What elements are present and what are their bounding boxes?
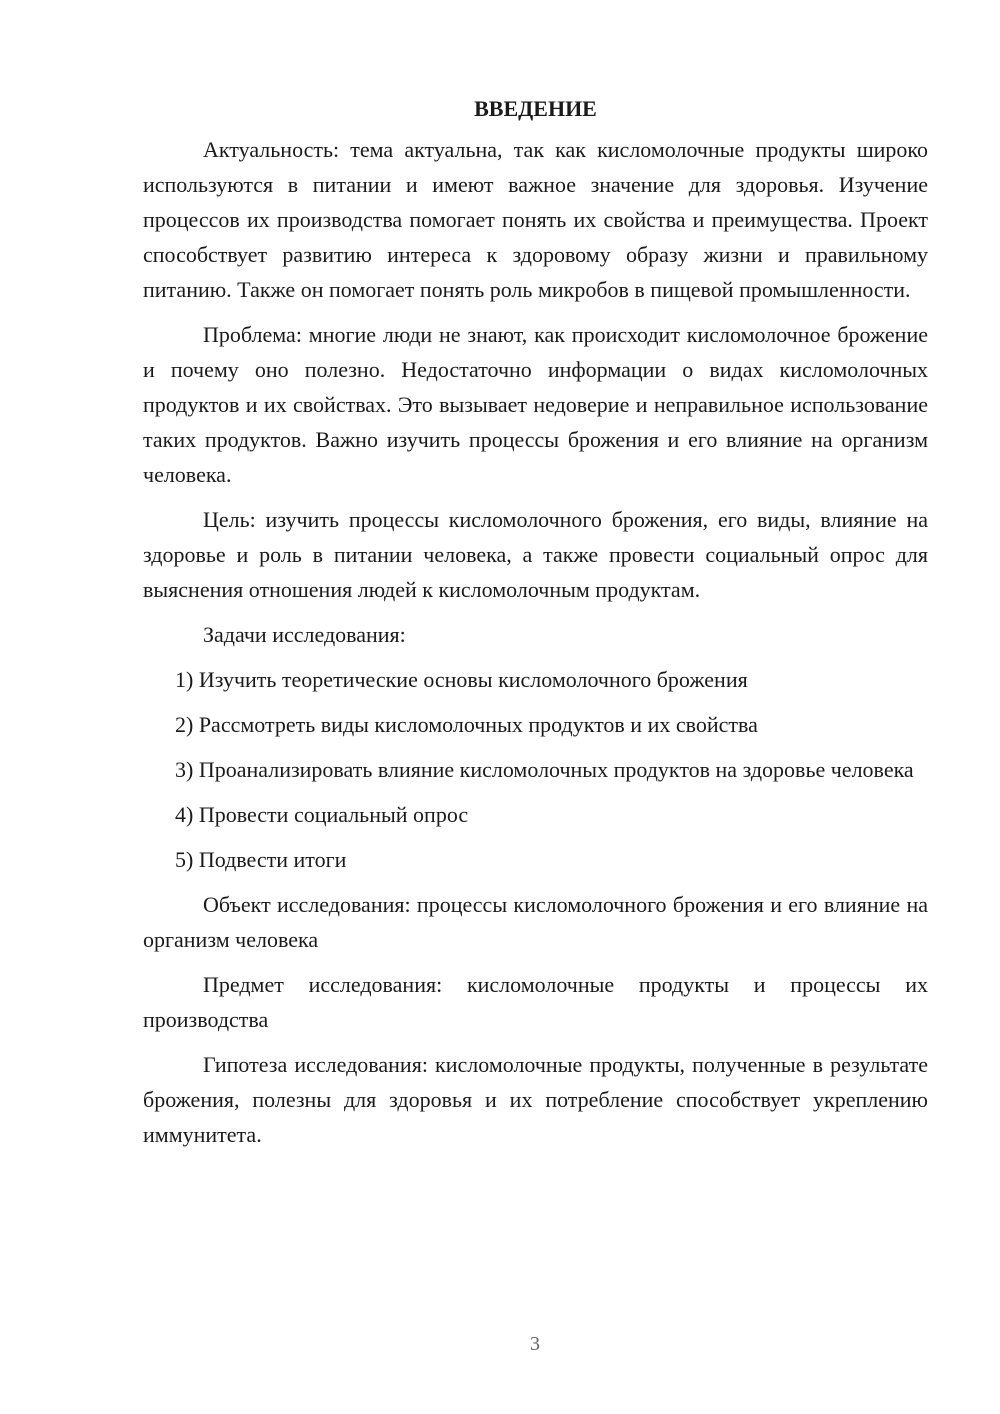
task-item-3: 3) Проанализировать влияние кисломолочных продуктов на здоровье человека — [175, 757, 914, 782]
paragraph-goal: Цель: изучить процессы кисломолочного брожения, его виды, влияние на здоровье и роль в питании человека, а также провести социальный опрос для выяснения отношения людей к кисломолочным продуктам. — [143, 507, 928, 602]
paragraph-object: Объект исследования: процессы кисломолочного брожения и его влияние на организм человека — [143, 892, 928, 952]
document-page — [143, 92, 928, 1162]
page-number: 3 — [530, 1333, 540, 1355]
paragraph-relevance: Актуальность: тема актуальна, так как кисломолочные продукты широко используются в питании и имеют важное значение для здоровья. Изучение процессов их производства помогает понять их свойства и преимущества. Проект способствует развитию интереса к здоровому образу жизни и правильному питанию. Также он помогает понять роль микробов в пищевой промышленности. — [143, 137, 928, 302]
page-title: ВВЕДЕНИЕ — [474, 96, 597, 121]
task-item-5: 5) Подвести итоги — [175, 847, 347, 872]
paragraph-subject: Предмет исследования: кисломолочные продукты и процессы их производства — [143, 972, 928, 1032]
task-item-1: 1) Изучить теоретические основы кисломолочного брожения — [175, 667, 748, 692]
tasks-heading: Задачи исследования: — [203, 622, 406, 647]
task-item-4: 4) Провести социальный опрос — [175, 802, 469, 827]
paragraph-hypothesis: Гипотеза исследования: кисломолочные продукты, полученные в результате брожения, полезны для здоровья и их потребление способствует укреплению иммунитета. — [143, 1052, 928, 1147]
task-item-2: 2) Рассмотреть виды кисломолочных продуктов и их свойства — [175, 712, 758, 737]
paragraph-problem: Проблема: многие люди не знают, как происходит кисломолочное брожение и почему оно полезно. Недостаточно информации о видах кисломолочных продуктов и их свойствах. Это вызывает недоверие и неправильное использование таких продуктов. Важно изучить процессы брожения и его влияние на организм человека. — [143, 322, 928, 487]
